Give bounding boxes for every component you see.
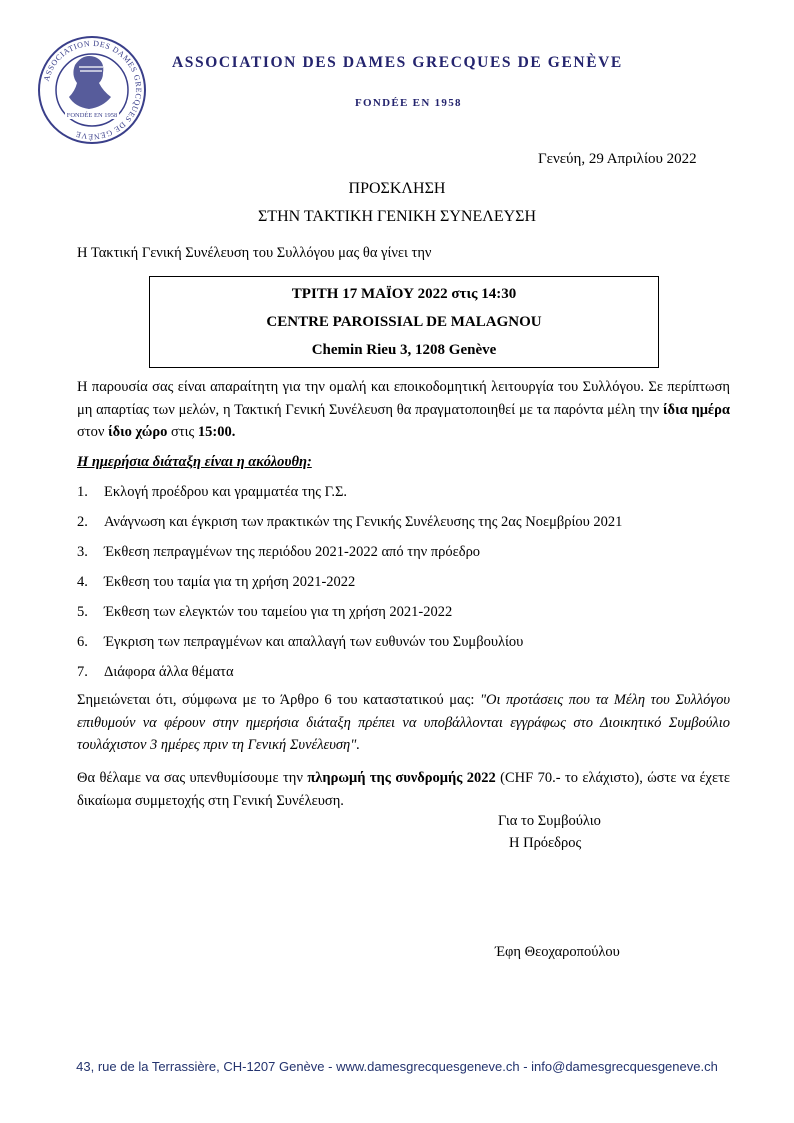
agenda-item: 5. Έκθεση των ελεγκτών του ταμείου για τη χρήση 2021-2022 [77,604,453,620]
agenda-item: 3. Έκθεση πεπραγμένων της περιόδου 2021-2022 από την πρόεδρο [77,544,481,560]
logo-founded-text: FONDÉE EN 1958 [66,112,118,119]
signature-line-council: Για το Συμβούλιο [498,813,601,829]
attendance-paragraph: Η παρουσία σας είναι απαραίτητη για την ομαλή και εποικοδομητική λειτουργία του Συλλόγου. Σε περίπτωση μη απαρτίας των μελών, η Τακτική Γενική Συνέλευση θα πραγματοποιηθεί με τα παρόντα μέλη την ίδια ημέρα στον ίδιο χώρο στις 15:00. [77,379,730,440]
date-line: Γενεύη, 29 Απριλίου 2022 [538,151,697,167]
meeting-venue: CENTRE PAROISSIAL DE MALAGNOU [266,314,542,330]
footer-contact: 43, rue de la Terrassière, CH-1207 Genève - www.damesgrecquesgeneve.ch - info@damesgrecquesgeneve.ch [76,1059,718,1074]
document-subtitle: ΣΤΗΝ ΤΑΚΤΙΚΗ ΓΕΝΙΚΗ ΣΥΝΕΛΕΥΣΗ [257,208,537,225]
logo-ring-text: ASSOCIATION DES DAMES GRECQUES DE GENÈVE [41,38,144,142]
meeting-address: Chemin Rieu 3, 1208 Genève [311,342,497,358]
agenda-item: 6. Έγκριση των πεπραγμένων και απαλλαγή των ευθυνών του Συμβουλίου [77,634,524,650]
agenda-item: 7. Διάφορα άλλα θέματα [77,664,234,680]
agenda-item: 2. Ανάγνωση και έγκριση των πρακτικών της Γενικής Συνέλευσης της 2ας Νοεμβρίου 2021 [77,514,623,530]
association-logo [35,35,149,145]
agenda-heading: Η ημερήσια διάταξη είναι η ακόλουθη: [77,454,312,470]
statute-note-paragraph: Σημειώνεται ότι, σύμφωνα με το Άρθρο 6 του καταστατικού μας: "Οι προτάσεις που τα Μέλη του Συλλόγου επιθυμούν να φέρουν στην ημερήσια διάταξη πρέπει να υποβάλλονται εγγράφως στο Διοικητικό Συμβούλιο τουλάχιστον 3 ημέρες πριν τη Γενική Συνέλευση". [77,692,731,753]
agenda-item: 4. Έκθεση του ταμία για τη χρήση 2021-2022 [77,574,356,590]
subscription-reminder-paragraph: Θα θέλαμε να σας υπενθυμίσουμε την πληρωμή της συνδρομής 2022 (CHF 70.- το ελάχιστο), ώστε να έχετε δικαίωμα συμμετοχής στη Γενική Συνέλευση. [77,770,730,809]
meeting-details-box [149,276,659,368]
meeting-date: ΤΡΙΤΗ 17 ΜΑΪΟΥ 2022 στις 14:30 [291,286,517,302]
agenda-item: 1. Εκλογή προέδρου και γραμματέα της Γ.Σ. [77,484,348,500]
document-title: ΠΡΟΣΚΛΗΣΗ [348,180,446,197]
signature-line-president: Η Πρόεδρος [509,835,582,851]
founded-year: FONDÉE EN 1958 [355,97,462,109]
organization-name: ASSOCIATION DES DAMES GRECQUES DE GENÈVE [172,54,623,71]
signature-name: Έφη Θεοχαροπούλου [495,944,620,960]
intro-text: Η Τακτική Γενική Συνέλευση του Συλλόγου μας θα γίνει την [77,245,432,261]
